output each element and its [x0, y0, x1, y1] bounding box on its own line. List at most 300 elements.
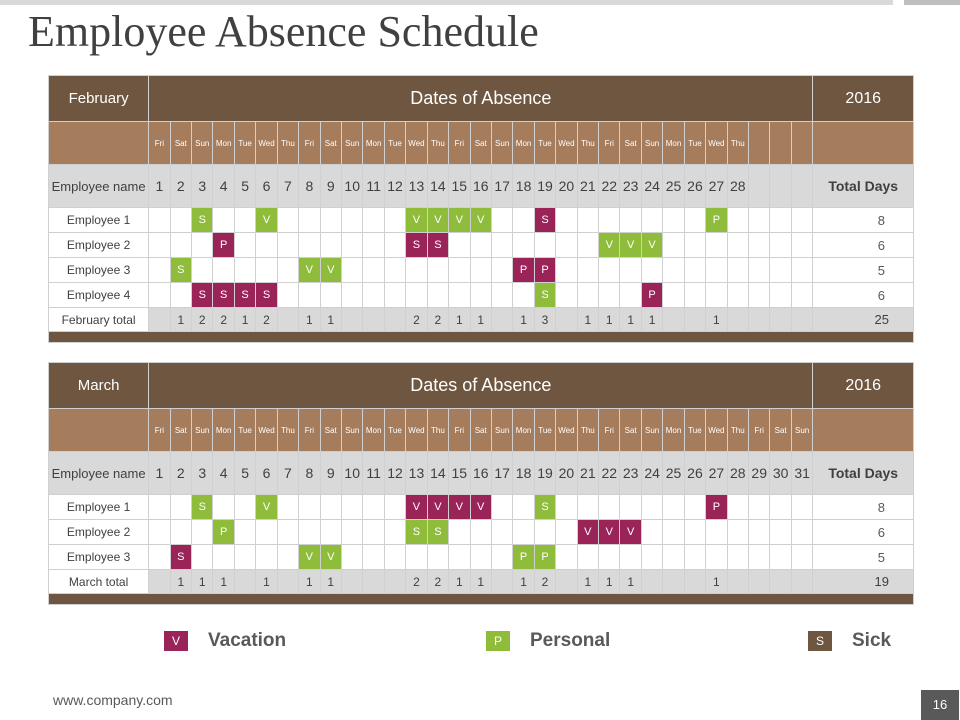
empty-day-cell — [320, 233, 341, 258]
month-total-cell — [684, 308, 705, 332]
month-total-row — [49, 308, 914, 332]
weekday-cell: Mon — [213, 409, 234, 452]
date-cell: 29 — [749, 452, 770, 495]
month-total-cell: 1 — [470, 570, 491, 594]
empty-day-cell — [384, 495, 405, 520]
absence-mark: V — [427, 208, 448, 233]
header-row — [49, 76, 914, 122]
absence-mark: S — [427, 520, 448, 545]
top-accent-bar-right — [904, 0, 960, 5]
empty-day-cell — [256, 258, 277, 283]
empty-day-cell — [663, 495, 684, 520]
month-total-cell — [149, 570, 170, 594]
date-cell: 6 — [256, 452, 277, 495]
empty-day-cell — [449, 233, 470, 258]
month-total-cell: 1 — [449, 308, 470, 332]
absence-mark: S — [256, 283, 277, 308]
date-cell: 31 — [791, 452, 813, 495]
month-total-cell: 2 — [192, 308, 213, 332]
absence-mark: S — [234, 283, 255, 308]
month-total-cell — [770, 570, 791, 594]
employee-name: Employee 3 — [49, 258, 149, 283]
empty-day-cell — [663, 520, 684, 545]
empty-day-cell — [749, 520, 770, 545]
date-cell: 17 — [491, 165, 512, 208]
date-cell: 16 — [470, 452, 491, 495]
empty-day-cell — [513, 283, 534, 308]
employee-total-days: 5 — [813, 545, 914, 570]
footer-url[interactable]: www.company.com — [53, 692, 173, 708]
date-cell: 1 — [149, 452, 170, 495]
vacation-swatch: V — [164, 631, 188, 651]
date-cell: 26 — [684, 452, 705, 495]
empty-day-cell — [320, 520, 341, 545]
empty-day-cell — [277, 495, 298, 520]
empty-day-cell — [384, 208, 405, 233]
date-cell: 25 — [663, 452, 684, 495]
empty-day-cell — [684, 208, 705, 233]
weekday-cell: Wed — [556, 122, 577, 165]
empty-day-cell — [341, 208, 362, 233]
employee-name: Employee 3 — [49, 545, 149, 570]
empty-day-cell — [491, 545, 512, 570]
month-total-cell: 1 — [706, 308, 727, 332]
table-bottom-bar — [49, 332, 914, 343]
empty-day-cell — [491, 233, 512, 258]
weekday-cell: Thu — [427, 122, 448, 165]
empty-day-cell — [663, 283, 684, 308]
employee-total-days: 6 — [813, 520, 914, 545]
bottom-bar — [49, 332, 914, 343]
employee-row — [49, 208, 914, 233]
empty-day-cell — [341, 233, 362, 258]
page-number: 16 — [921, 690, 959, 720]
employee-row — [49, 233, 914, 258]
absence-mark: P — [513, 545, 534, 570]
absence-mark: S — [192, 208, 213, 233]
employee-total-days: 8 — [813, 495, 914, 520]
empty-day-cell — [192, 233, 213, 258]
absence-mark: P — [213, 233, 234, 258]
empty-day-cell — [470, 283, 491, 308]
empty-day-cell — [577, 283, 598, 308]
weekday-cell: Sun — [791, 409, 813, 452]
date-cell: 7 — [277, 452, 298, 495]
weekday-cell: Fri — [299, 122, 320, 165]
month-total-cell: 2 — [406, 570, 427, 594]
empty-day-cell — [449, 520, 470, 545]
empty-day-cell — [384, 233, 405, 258]
empty-day-cell — [149, 233, 170, 258]
empty-day-cell — [234, 208, 255, 233]
date-cell: 2 — [170, 452, 191, 495]
empty-day-cell — [149, 545, 170, 570]
empty-day-cell — [556, 258, 577, 283]
weekday-cell: Mon — [663, 122, 684, 165]
absence-mark: P — [513, 258, 534, 283]
absence-mark: V — [299, 258, 320, 283]
weekday-cell: Wed — [406, 409, 427, 452]
empty-day-cell — [299, 520, 320, 545]
weekday-cell: Tue — [684, 409, 705, 452]
empty-day-cell — [641, 258, 662, 283]
empty-day-cell — [341, 495, 362, 520]
empty-day-cell — [791, 233, 813, 258]
month-total-cell: 1 — [256, 570, 277, 594]
absence-mark: V — [320, 258, 341, 283]
weekday-cell: Mon — [363, 409, 384, 452]
weekday-cell: Thu — [427, 409, 448, 452]
month-total-cell — [341, 570, 362, 594]
empty-day-cell — [599, 495, 620, 520]
employee-total-days: 8 — [813, 208, 914, 233]
month-total-cell — [749, 308, 770, 332]
month-total-cell: 1 — [470, 308, 491, 332]
month-total-cell: 1 — [513, 570, 534, 594]
month-total-cell: 1 — [620, 308, 641, 332]
empty-day-cell — [727, 283, 748, 308]
month-total-cell: 1 — [449, 570, 470, 594]
empty-day-cell — [149, 283, 170, 308]
empty-day-cell — [170, 208, 191, 233]
date-cell: 7 — [277, 165, 298, 208]
empty-day-cell — [341, 545, 362, 570]
empty-day-cell — [770, 208, 791, 233]
empty-day-cell — [277, 208, 298, 233]
empty-day-cell — [149, 208, 170, 233]
empty-day-cell — [684, 283, 705, 308]
date-cell: 27 — [706, 165, 727, 208]
weekday-spacer — [49, 409, 149, 452]
empty-day-cell — [320, 495, 341, 520]
absence-mark: P — [706, 495, 727, 520]
weekday-cell: Sun — [192, 122, 213, 165]
total-days-header: Total Days — [813, 165, 914, 208]
absence-mark: S — [192, 495, 213, 520]
empty-day-cell — [556, 545, 577, 570]
empty-day-cell — [320, 208, 341, 233]
date-cell: 9 — [320, 452, 341, 495]
date-cell: 10 — [341, 452, 362, 495]
weekday-cell: Sun — [491, 409, 512, 452]
empty-day-cell — [791, 520, 813, 545]
employee-name: Employee 1 — [49, 208, 149, 233]
empty-day-cell — [577, 258, 598, 283]
empty-day-cell — [684, 233, 705, 258]
employee-row — [49, 258, 914, 283]
weekday-cell: Thu — [727, 409, 748, 452]
empty-day-cell — [641, 208, 662, 233]
absence-mark: V — [406, 495, 427, 520]
month-total-cell: 1 — [320, 308, 341, 332]
empty-day-cell — [234, 258, 255, 283]
absence-mark: V — [449, 495, 470, 520]
employee-row — [49, 283, 914, 308]
weekday-cell: Fri — [449, 409, 470, 452]
weekday-cell: Wed — [706, 409, 727, 452]
empty-day-cell — [491, 283, 512, 308]
empty-day-cell — [770, 545, 791, 570]
empty-day-cell — [149, 495, 170, 520]
weekday-cell: Fri — [149, 409, 170, 452]
month-total-cell — [363, 570, 384, 594]
weekday-cell: Fri — [149, 122, 170, 165]
date-cell: 21 — [577, 452, 598, 495]
empty-day-cell — [341, 283, 362, 308]
empty-day-cell — [706, 545, 727, 570]
empty-day-cell — [620, 208, 641, 233]
empty-day-cell — [791, 283, 813, 308]
month-total-cell — [641, 570, 662, 594]
date-cell: 11 — [363, 452, 384, 495]
empty-day-cell — [663, 233, 684, 258]
date-cell: 18 — [513, 452, 534, 495]
date-cell: 19 — [534, 452, 555, 495]
month-total-cell: 1 — [599, 570, 620, 594]
weekday-cell: Tue — [234, 122, 255, 165]
empty-day-cell — [513, 233, 534, 258]
empty-day-cell — [684, 545, 705, 570]
date-cell: 10 — [341, 165, 362, 208]
employee-name: Employee 4 — [49, 283, 149, 308]
empty-day-cell — [663, 258, 684, 283]
weekday-cell: Mon — [363, 122, 384, 165]
weekday-cell: Wed — [556, 409, 577, 452]
empty-day-cell — [363, 545, 384, 570]
empty-day-cell — [770, 495, 791, 520]
empty-day-cell — [406, 545, 427, 570]
weekday-cell: Sun — [192, 409, 213, 452]
weekday-cell: Wed — [256, 122, 277, 165]
absence-mark: V — [470, 495, 491, 520]
employee-name-header: Employee name — [49, 452, 149, 495]
date-cell: 28 — [727, 165, 748, 208]
absence-mark: V — [599, 520, 620, 545]
month-total-cell — [384, 570, 405, 594]
month-total-cell: 2 — [406, 308, 427, 332]
date-cell: 22 — [599, 165, 620, 208]
empty-day-cell — [149, 520, 170, 545]
month-total-cell: 1 — [299, 570, 320, 594]
absence-mark: V — [449, 208, 470, 233]
empty-day-cell — [770, 258, 791, 283]
bottom-bar — [49, 594, 914, 605]
absence-mark: V — [299, 545, 320, 570]
empty-day-cell — [684, 520, 705, 545]
empty-day-cell — [277, 283, 298, 308]
month-total-cell: 1 — [234, 308, 255, 332]
weekday-cell: Mon — [513, 122, 534, 165]
empty-day-cell — [491, 258, 512, 283]
month-total-cell — [770, 308, 791, 332]
empty-day-cell — [277, 258, 298, 283]
empty-day-cell — [256, 233, 277, 258]
employee-name-header: Employee name — [49, 165, 149, 208]
month-total-cell — [556, 308, 577, 332]
month-total-cell — [556, 570, 577, 594]
month-total-cell: 1 — [170, 308, 191, 332]
month-total-cell — [277, 570, 298, 594]
month-total-cell: 1 — [213, 570, 234, 594]
year-label: 2016 — [813, 76, 914, 122]
date-cell: 8 — [299, 165, 320, 208]
absence-mark: V — [599, 233, 620, 258]
empty-day-cell — [534, 520, 555, 545]
march-schedule-table — [48, 362, 914, 605]
weekday-cell: Sun — [641, 409, 662, 452]
weekday-cell — [791, 122, 813, 165]
vacation-label: Vacation — [208, 630, 287, 651]
empty-day-cell — [491, 520, 512, 545]
month-total-cell: 1 — [620, 570, 641, 594]
date-cell: 12 — [384, 165, 405, 208]
absence-mark: V — [470, 208, 491, 233]
empty-day-cell — [363, 520, 384, 545]
date-cell: 27 — [706, 452, 727, 495]
date-cell: 24 — [641, 165, 662, 208]
empty-day-cell — [363, 283, 384, 308]
month-total-cell — [149, 308, 170, 332]
month-total-cell: 2 — [427, 308, 448, 332]
weekday-cell: Sat — [170, 409, 191, 452]
month-total-cell — [234, 570, 255, 594]
date-cell: 16 — [470, 165, 491, 208]
empty-day-cell — [727, 545, 748, 570]
empty-day-cell — [341, 520, 362, 545]
weekday-cell: Thu — [577, 409, 598, 452]
empty-day-cell — [556, 283, 577, 308]
absence-mark: S — [170, 258, 191, 283]
empty-day-cell — [427, 258, 448, 283]
month-total-cell — [277, 308, 298, 332]
date-row — [49, 452, 914, 495]
month-total-cell: 1 — [170, 570, 191, 594]
employee-total-days: 6 — [813, 233, 914, 258]
date-cell: 23 — [620, 452, 641, 495]
weekday-cell: Tue — [684, 122, 705, 165]
empty-day-cell — [706, 258, 727, 283]
employee-name: Employee 2 — [49, 520, 149, 545]
date-cell: 14 — [427, 452, 448, 495]
legend-vacation — [164, 630, 286, 652]
empty-day-cell — [470, 520, 491, 545]
month-total-row — [49, 570, 914, 594]
date-cell: 23 — [620, 165, 641, 208]
year-label: 2016 — [813, 363, 914, 409]
empty-day-cell — [384, 545, 405, 570]
absence-mark: S — [213, 283, 234, 308]
weekday-cell: Thu — [277, 122, 298, 165]
absence-mark: S — [170, 545, 191, 570]
empty-day-cell — [749, 283, 770, 308]
weekday-cell: Tue — [234, 409, 255, 452]
empty-day-cell — [234, 495, 255, 520]
month-total-cell — [491, 308, 512, 332]
empty-day-cell — [706, 283, 727, 308]
empty-day-cell — [620, 258, 641, 283]
date-cell: 28 — [727, 452, 748, 495]
weekday-row — [49, 122, 914, 165]
empty-day-cell — [684, 258, 705, 283]
empty-day-cell — [727, 233, 748, 258]
empty-day-cell — [620, 495, 641, 520]
weekday-cell: Fri — [599, 122, 620, 165]
empty-day-cell — [170, 283, 191, 308]
empty-day-cell — [320, 283, 341, 308]
absence-mark: S — [534, 208, 555, 233]
weekday-cell — [749, 122, 770, 165]
empty-day-cell — [620, 545, 641, 570]
month-total-cell: 2 — [213, 308, 234, 332]
weekday-cell: Sat — [470, 122, 491, 165]
empty-day-cell — [192, 520, 213, 545]
date-cell: 8 — [299, 452, 320, 495]
empty-day-cell — [727, 258, 748, 283]
absence-mark: V — [427, 495, 448, 520]
empty-day-cell — [170, 233, 191, 258]
month-total-days: 19 — [813, 570, 914, 594]
month-total-cell: 1 — [641, 308, 662, 332]
absence-mark: S — [192, 283, 213, 308]
empty-day-cell — [791, 495, 813, 520]
weekday-cell: Fri — [299, 409, 320, 452]
absence-mark: V — [620, 520, 641, 545]
weekday-cell: Thu — [577, 122, 598, 165]
date-cell: 4 — [213, 452, 234, 495]
empty-day-cell — [470, 233, 491, 258]
date-cell: 20 — [556, 452, 577, 495]
weekday-spacer-end — [813, 409, 914, 452]
empty-day-cell — [791, 258, 813, 283]
empty-day-cell — [192, 545, 213, 570]
empty-day-cell — [384, 520, 405, 545]
month-total-cell: 2 — [427, 570, 448, 594]
weekday-cell — [770, 122, 791, 165]
empty-day-cell — [299, 283, 320, 308]
date-row — [49, 165, 914, 208]
month-total-cell — [363, 308, 384, 332]
empty-day-cell — [770, 520, 791, 545]
empty-day-cell — [599, 258, 620, 283]
weekday-cell: Fri — [449, 122, 470, 165]
date-cell: 21 — [577, 165, 598, 208]
empty-day-cell — [406, 283, 427, 308]
empty-day-cell — [470, 545, 491, 570]
absence-mark: P — [641, 283, 662, 308]
weekday-row — [49, 409, 914, 452]
date-cell: 4 — [213, 165, 234, 208]
empty-day-cell — [727, 495, 748, 520]
empty-day-cell — [663, 545, 684, 570]
weekday-cell: Sat — [770, 409, 791, 452]
empty-day-cell — [299, 495, 320, 520]
date-cell: 25 — [663, 165, 684, 208]
empty-day-cell — [641, 495, 662, 520]
top-accent-bar — [0, 0, 893, 5]
empty-day-cell — [299, 233, 320, 258]
month-total-cell — [749, 570, 770, 594]
month-total-cell — [791, 570, 813, 594]
month-total-cell: 1 — [599, 308, 620, 332]
empty-day-cell — [770, 283, 791, 308]
weekday-cell: Wed — [706, 122, 727, 165]
absence-mark: V — [256, 208, 277, 233]
employee-total-days: 6 — [813, 283, 914, 308]
employee-name: Employee 1 — [49, 495, 149, 520]
empty-day-cell — [577, 233, 598, 258]
month-total-cell — [384, 308, 405, 332]
weekday-cell: Mon — [213, 122, 234, 165]
